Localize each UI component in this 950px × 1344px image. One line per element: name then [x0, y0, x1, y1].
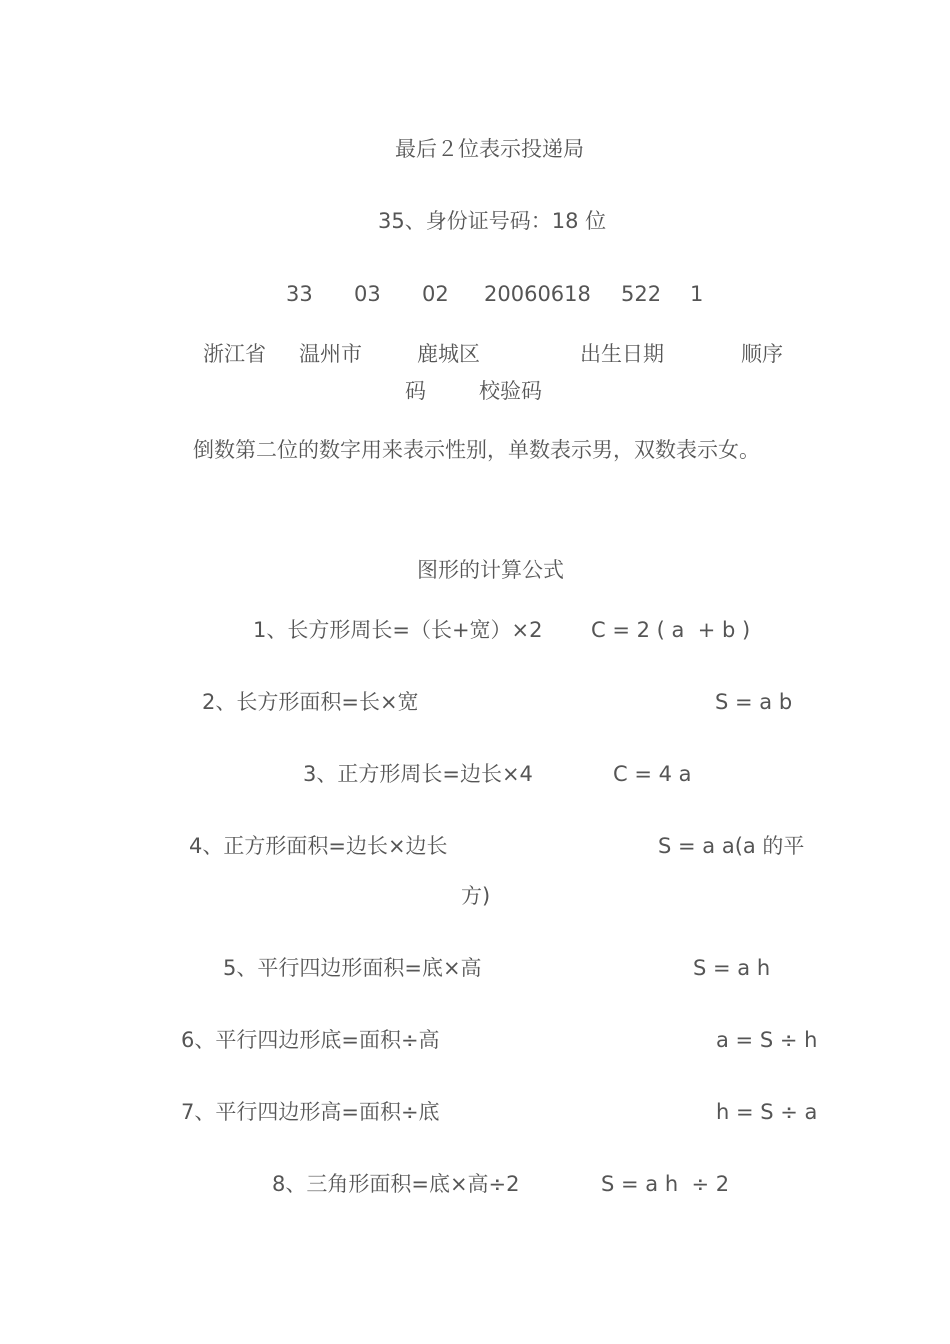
- formula-expr: C = 2 ( a + b ): [591, 618, 751, 642]
- formula-expr: S = a h ÷ 2: [601, 1172, 730, 1196]
- id-label: 码: [405, 379, 426, 403]
- formula-text: 7、平行四边形高=面积÷底: [181, 1100, 440, 1124]
- id-label: 浙江省: [203, 342, 266, 366]
- formula-text: 1、长方形周长=（长+宽）×2: [253, 618, 543, 642]
- formula-text: 8、三角形面积=底×高÷2: [272, 1172, 520, 1196]
- id-part: 33: [286, 282, 313, 306]
- formula-text: 2、长方形面积=长×宽: [202, 690, 419, 714]
- id-label: 温州市: [299, 342, 362, 366]
- id-label: 鹿城区: [417, 342, 480, 366]
- formula-expr: S = a b: [715, 690, 793, 714]
- id-heading: 35、身份证号码：18 位: [378, 209, 607, 233]
- id-label: 顺序: [741, 342, 783, 366]
- section-title: 图形的计算公式: [417, 558, 564, 582]
- id-part: 03: [354, 282, 381, 306]
- formula-text: 3、正方形周长=边长×4: [303, 762, 533, 786]
- id-label: 校验码: [479, 379, 542, 403]
- formula-text: 4、正方形面积=边长×边长: [189, 834, 448, 858]
- formula-text: 5、平行四边形面积=底×高: [223, 956, 482, 980]
- id-part: 02: [422, 282, 449, 306]
- formula-expr: a = S ÷ h: [716, 1028, 818, 1052]
- formula-expr: S = a h: [693, 956, 771, 980]
- formula-expr: S = a a(a 的平: [658, 834, 805, 858]
- id-part: 1: [690, 282, 704, 306]
- formula-expr: C = 4 a: [613, 762, 692, 786]
- formula-expr: h = S ÷ a: [716, 1100, 818, 1124]
- formula-expr-cont: 方): [461, 884, 491, 908]
- id-part: 522: [621, 282, 662, 306]
- gender-note: 倒数第二位的数字用来表示性别，单数表示男，双数表示女。: [193, 438, 760, 462]
- postal-note: 最后２位表示投递局: [395, 137, 584, 161]
- formula-text: 6、平行四边形底=面积÷高: [181, 1028, 440, 1052]
- id-label: 出生日期: [580, 342, 664, 366]
- id-part: 20060618: [484, 282, 591, 306]
